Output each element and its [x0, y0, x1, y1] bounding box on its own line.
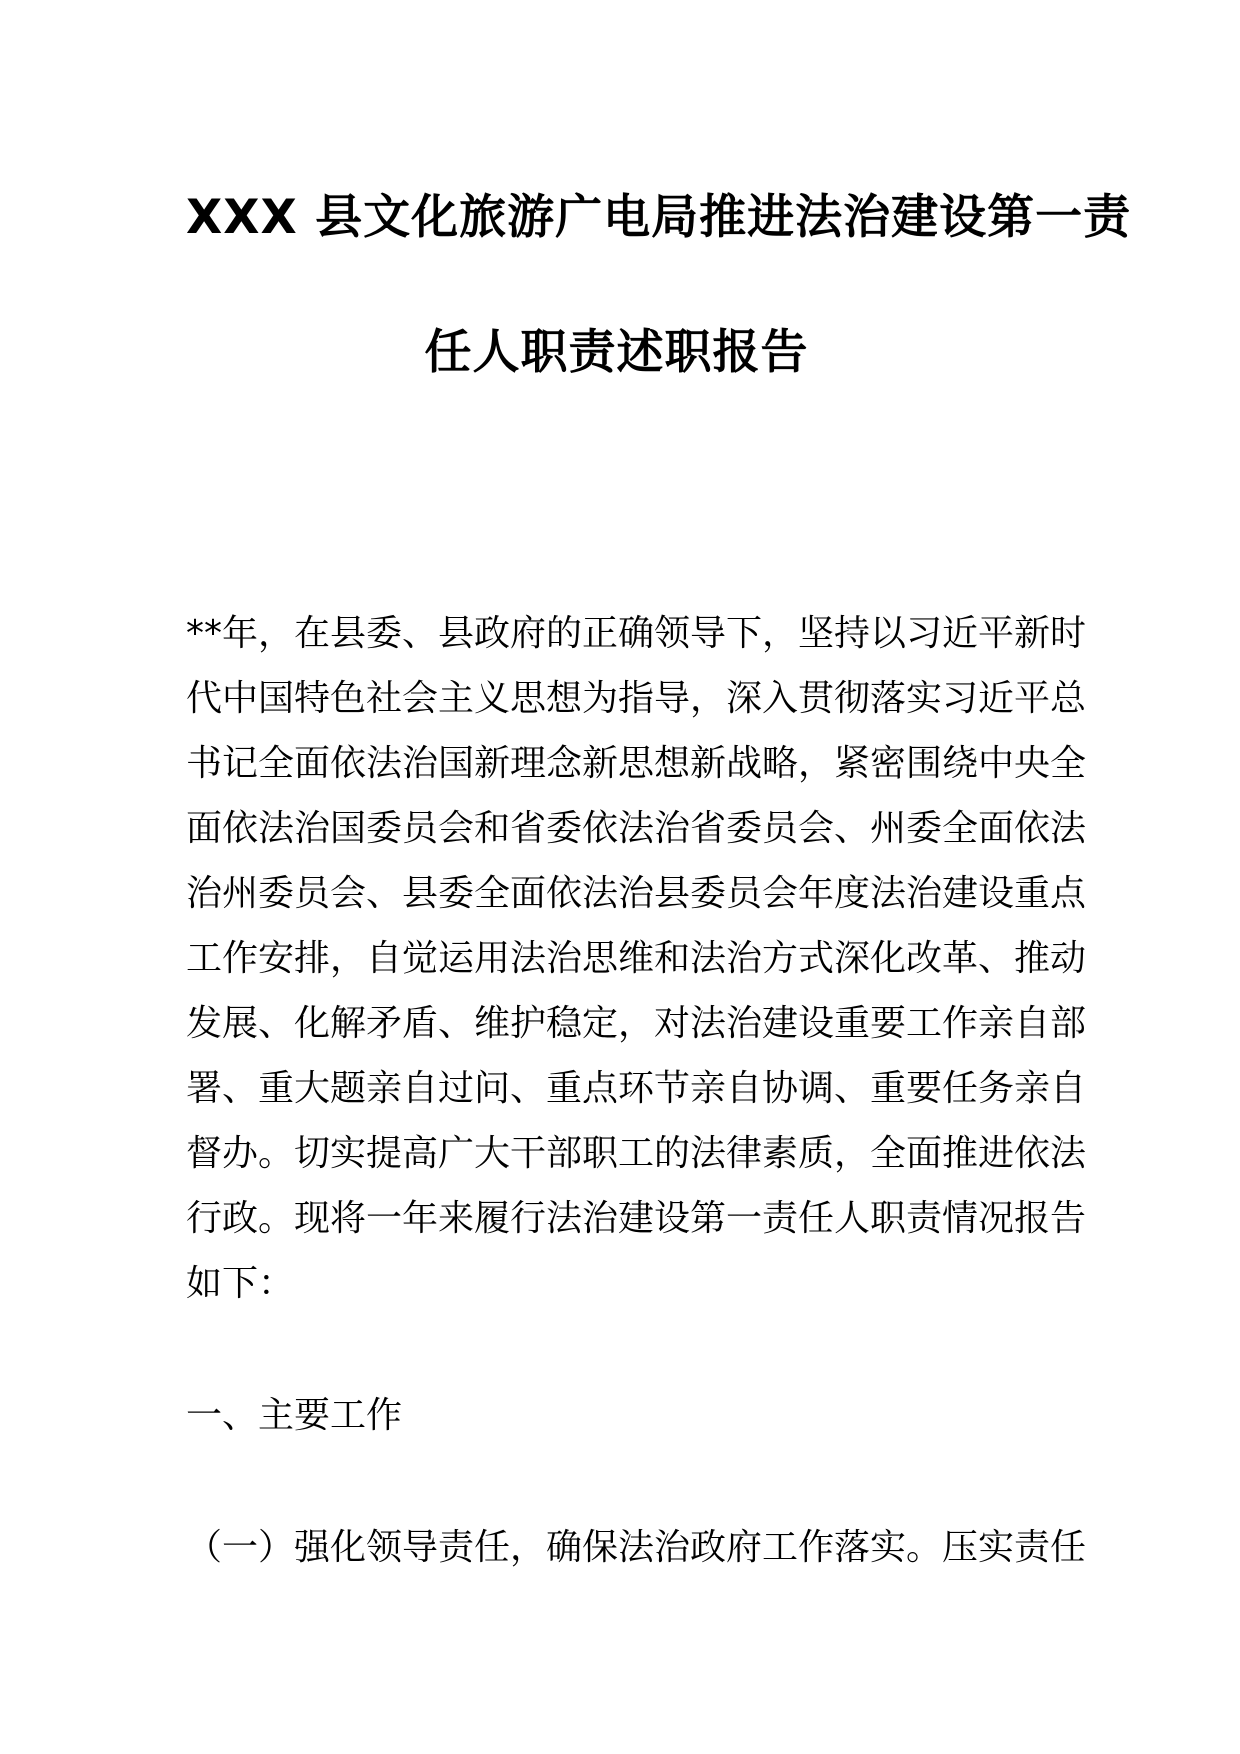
paragraph-line: 如下：: [186, 1263, 295, 1304]
document-title: [186, 150, 1132, 420]
paragraph-line: 署、重大题亲自过问、重点环节亲自协调、重要任务亲自: [186, 1068, 1087, 1109]
paragraph-line: 面依法治国委员会和省委依法治省委员会、州委全面依法: [186, 808, 1087, 849]
title-line-1: XXX 县文化旅游广电局推进法治建设第一责: [186, 190, 1132, 245]
paragraph-line: 工作安排，自觉运用法治思维和法治方式深化改革、推动: [186, 938, 1087, 979]
paragraph-line: **年，在县委、县政府的正确领导下，坚持以习近平新时: [186, 613, 1087, 654]
paragraph-line: 书记全面依法治国新理念新思想新战略，紧密围绕中央全: [186, 743, 1087, 784]
body-paragraph: [186, 601, 1087, 1316]
paragraph-line: 代中国特色社会主义思想为指导，深入贯彻落实习近平总: [186, 678, 1087, 719]
paragraph-line: 治州委员会、县委全面依法治县委员会年度法治建设重点: [186, 873, 1087, 914]
paragraph-line: 行政。现将一年来履行法治建设第一责任人职责情况报告: [186, 1198, 1087, 1239]
section-heading: 一、主要工作: [186, 1395, 403, 1436]
paragraph-line: 督办。切实提高广大干部职工的法律素质，全面推进依法: [186, 1133, 1087, 1174]
paragraph-line: 发展、化解矛盾、维护稳定，对法治建设重要工作亲自部: [186, 1003, 1087, 1044]
subsection-heading: （一）强化领导责任，确保法治政府工作落实。压实责任: [186, 1527, 1087, 1568]
title-line-2: 任人职责述职报告: [424, 325, 809, 380]
